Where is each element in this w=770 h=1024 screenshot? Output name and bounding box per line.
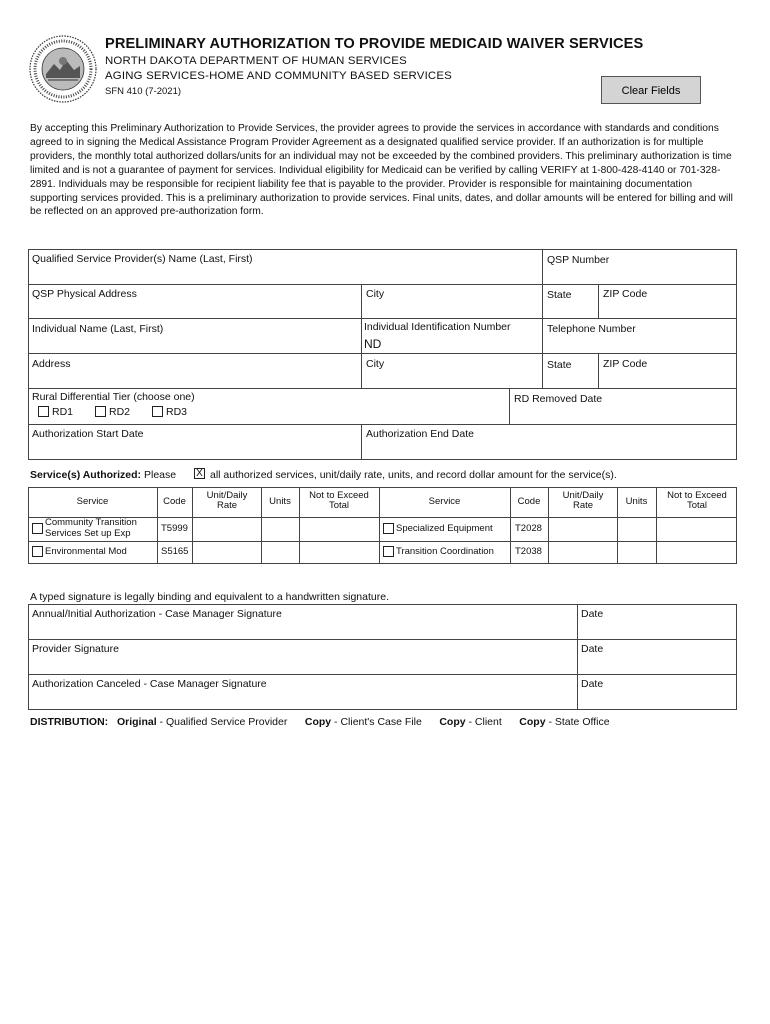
individual-city-label: City <box>366 358 385 370</box>
service-code-t2028: T2028 <box>515 523 542 534</box>
qsp-name-label: Qualified Service Provider(s) Name (Last, First) <box>32 253 253 265</box>
canceled-date-label: Date <box>581 678 604 690</box>
col-code-right: Code <box>517 496 541 507</box>
qsp-address-label: QSP Physical Address <box>32 288 137 300</box>
intro-paragraph: By accepting this Preliminary Authorization to Provide Services, the provider agrees to provide the services in accordance with standards and conditions agreed to in signing the Medical Assistance Program Provider Agreement as a designated qualified service provider. If an authorization is for multiple providers, the monthly total authorized dollars/units for an individual may not be exceeded by the combined providers. This preliminary authorization is time limited and is not a guarantee of payment for services. Individual eligibility for Medicaid can be verified by calling VERIFY at 1-800-428-4140 or 701-328-2891. Individuals may be responsible for recipient liability fee that is payable to the provider. Provider is responsible for maintaining documentation supporting services provided. This is a preliminary authorization to provide services. Final units, dates, and dollar amounts will be entered for billing and will be reflected on an approved pre-authorization form. <box>30 123 733 218</box>
service-name-specialized-equipment: Specialized Equipment <box>396 523 493 534</box>
individual-id-label: Individual Identification Number <box>364 321 511 333</box>
service-code-s5165: S5165 <box>161 546 189 557</box>
case-manager-signature-label: Annual/Initial Authorization - Case Manager Signature <box>32 608 282 620</box>
clear-fields-button[interactable]: Clear Fields <box>601 76 701 104</box>
canceled-signature-label: Authorization Canceled - Case Manager Signature <box>32 678 267 690</box>
signature-note: A typed signature is legally binding and equivalent to a handwritten signature. <box>30 591 389 603</box>
state-seal-logo <box>28 34 98 104</box>
col-units-right: Units <box>625 496 648 507</box>
rd1-label: RD1 <box>52 406 74 418</box>
col-rate-right: Unit/Daily Rate <box>562 490 604 511</box>
address-label: Address <box>32 358 71 370</box>
individual-zip-label: ZIP Code <box>603 358 648 370</box>
service-name-community-transition: Community Transition Services Set up Exp <box>45 517 137 539</box>
services-heading: Service(s) Authorized: Please <box>30 469 177 481</box>
services-heading-checkbox: X <box>194 468 205 479</box>
service-code-t2038: T2038 <box>515 546 542 557</box>
provider-signature-label: Provider Signature <box>32 643 119 655</box>
individual-name-label: Individual Name (Last, First) <box>32 323 164 335</box>
service-code-t5999: T5999 <box>161 523 188 534</box>
rd-removed-label: RD Removed Date <box>514 393 603 405</box>
rd2-checkbox[interactable] <box>95 406 106 417</box>
rural-tier-label: Rural Differential Tier (choose one) <box>32 391 195 403</box>
form-number: SFN 410 (7-2021) <box>105 86 182 97</box>
col-service-right: Service <box>428 496 461 507</box>
department-name: NORTH DAKOTA DEPARTMENT OF HUMAN SERVICES <box>105 55 407 67</box>
col-nte-right: Not to Exceed Total <box>667 490 727 511</box>
qsp-zip-label: ZIP Code <box>603 288 648 300</box>
rd3-checkbox[interactable] <box>152 406 163 417</box>
rd3-label: RD3 <box>166 406 188 418</box>
provider-date-label: Date <box>581 643 604 655</box>
individual-state-label: State <box>547 359 572 371</box>
service-checkbox-specialized-equipment[interactable] <box>383 523 394 534</box>
division-name: AGING SERVICES-HOME AND COMMUNITY BASED SERVICES <box>105 70 452 82</box>
services-heading-instructions: all authorized services, unit/daily rate, units, and record dollar amount for the service(s). <box>210 469 617 481</box>
service-checkbox-transition-coordination[interactable] <box>383 546 394 557</box>
auth-start-label: Authorization Start Date <box>32 428 144 440</box>
rd2-label: RD2 <box>109 406 131 418</box>
form-title: PRELIMINARY AUTHORIZATION TO PROVIDE MEDICAID WAIVER SERVICES <box>105 36 644 52</box>
qsp-city-label: City <box>366 288 385 300</box>
case-manager-date-label: Date <box>581 608 604 620</box>
col-service-left: Service <box>76 496 109 507</box>
distribution-line: DISTRIBUTION: Original - Qualified Service Provider Copy - Client's Case File Copy - Client Copy - State Office <box>30 716 610 728</box>
col-units-left: Units <box>269 496 291 507</box>
col-nte-left: Not to Exceed Total <box>309 490 369 511</box>
auth-end-label: Authorization End Date <box>366 428 474 440</box>
qsp-state-label: State <box>547 289 572 301</box>
service-name-transition-coordination: Transition Coordination <box>396 546 494 557</box>
qsp-number-label: QSP Number <box>547 254 610 266</box>
col-rate-left: Unit/Daily Rate <box>206 490 248 511</box>
col-code-left: Code <box>163 496 186 507</box>
service-name-environmental-mod: Environmental Mod <box>45 546 127 557</box>
individual-id-value[interactable]: ND <box>364 337 382 351</box>
service-checkbox-environmental-mod[interactable] <box>32 546 43 557</box>
service-checkbox-community-transition[interactable] <box>32 523 43 534</box>
rd1-checkbox[interactable] <box>38 406 49 417</box>
telephone-label: Telephone Number <box>547 323 636 335</box>
